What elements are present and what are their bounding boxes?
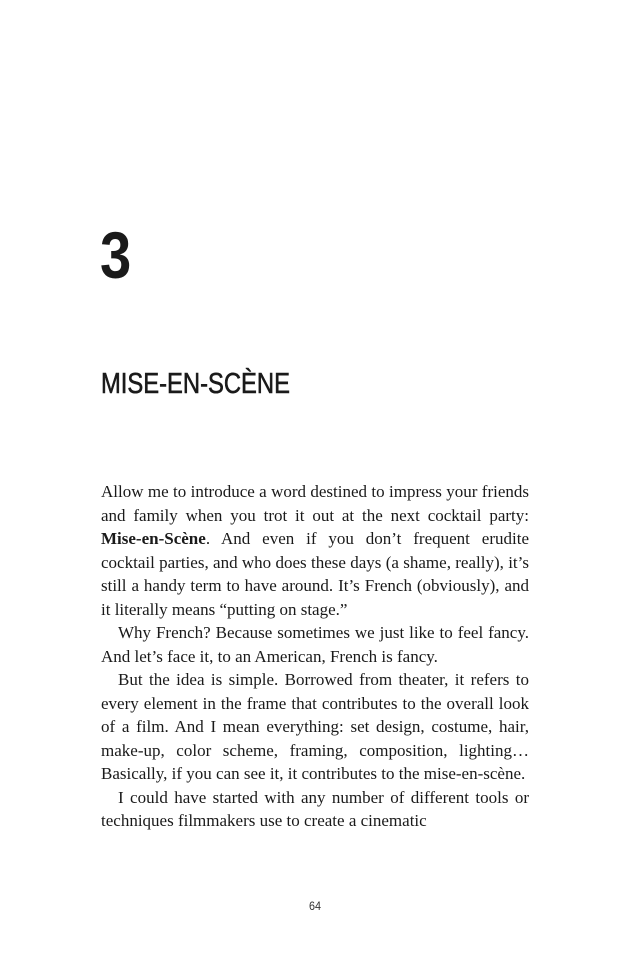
chapter-number: 3 bbox=[100, 218, 131, 292]
body-text bbox=[101, 480, 529, 833]
paragraph-3: But the idea is simple. Borrowed from theater, it refers to every element in the frame that contributes to the overall look of a film. And I mean everything: set design, costume, hair, make-up, color scheme, framing, composition, lighting… Basically, if you can see it, it contributes to the mise-en-scène. bbox=[101, 670, 529, 783]
paragraph-4: I could have started with any number of different tools or techniques filmmakers use to create a cinematic bbox=[101, 787, 529, 830]
chapter-title: MISE-EN-SCÈNE bbox=[101, 368, 290, 400]
paragraph-1 bbox=[101, 480, 529, 621]
paragraph-1-text-start: Allow me to introduce a word destined to impress your friends and family when you trot it out at the next cocktail party: bbox=[101, 482, 529, 525]
paragraph-2: Why French? Because sometimes we just like to feel fancy. And let’s face it, to an American, French is fancy. bbox=[101, 623, 529, 666]
page-number: 64 bbox=[308, 899, 322, 913]
key-term: Mise-en-Scène bbox=[101, 529, 206, 548]
paragraph-1-text-end: . And even if you don’t frequent erudite cocktail parties, and who does these days (a shame, really), it’s still a handy term to have around. It’s French (obviously), and it literally means “putting on stage.” bbox=[101, 529, 529, 619]
